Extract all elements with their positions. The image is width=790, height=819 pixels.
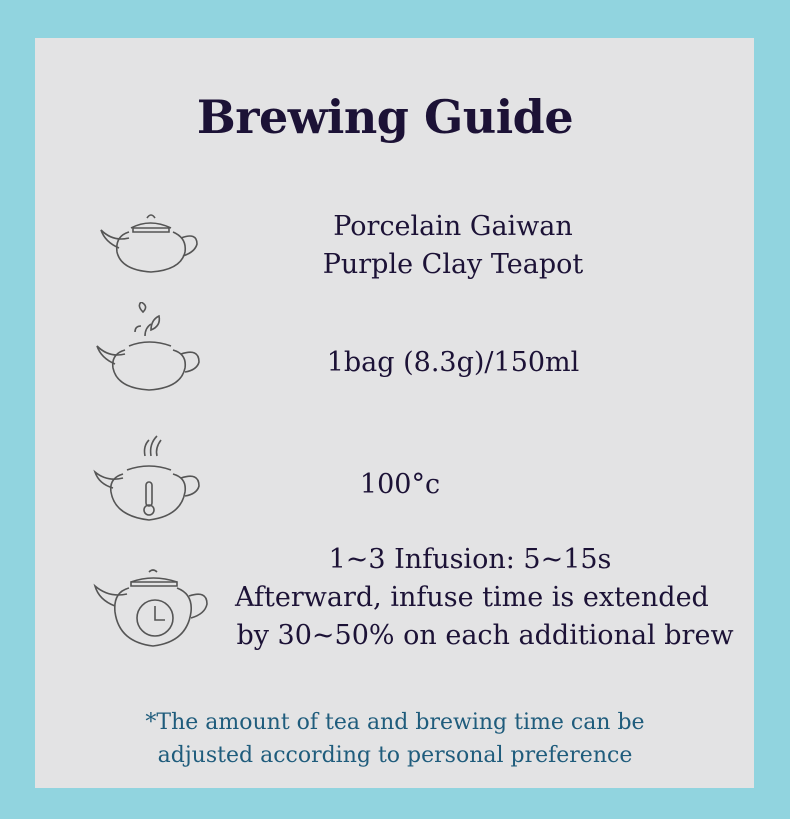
infusion-line-1: 1~3 Infusion: 5~15s (328, 544, 612, 575)
teapot-thermometer-icon (91, 432, 203, 528)
teapot-icon (95, 208, 205, 280)
note-line-1: *The amount of tea and brewing time can be (145, 710, 645, 735)
temperature-text (335, 466, 465, 504)
infusion-line-2: Afterward, infuse time is extended (235, 582, 709, 613)
teapot-leaves-icon (93, 302, 205, 398)
vessel-line-2: Purple Clay Teapot (322, 249, 584, 280)
vessel-text (303, 208, 603, 284)
note-line-2: adjusted according to personal preference (157, 743, 633, 768)
infusion-text (235, 541, 735, 655)
preference-note (95, 706, 695, 772)
dosage-text (303, 344, 603, 382)
teapot-clock-icon (91, 568, 211, 652)
temperature-line: 100°c (359, 469, 441, 500)
page-title: Brewing Guide (196, 90, 574, 144)
brewing-guide-card (35, 38, 754, 788)
dosage-line: 1bag (8.3g)/150ml (326, 347, 580, 378)
vessel-line-1: Porcelain Gaiwan (333, 211, 573, 242)
infusion-line-3: by 30~50% on each additional brew (236, 620, 734, 651)
